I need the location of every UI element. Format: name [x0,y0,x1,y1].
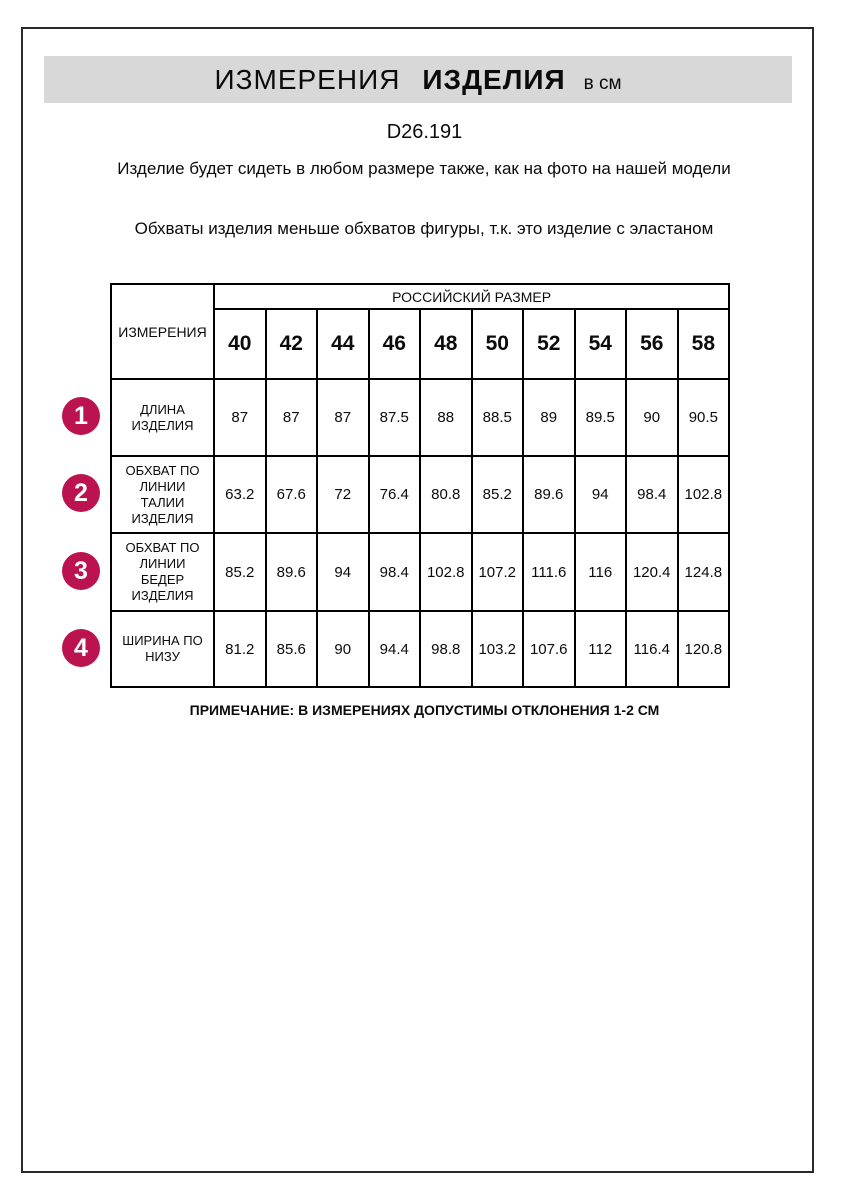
value-cell: 124.8 [678,533,730,611]
value-cell: 102.8 [420,533,472,611]
value-cell: 87.5 [369,379,421,456]
table-corner-label: ИЗМЕРЕНИЯ [111,284,214,379]
title-units: в см [583,72,622,94]
value-cell: 112 [575,611,627,687]
value-cell: 102.8 [678,456,730,533]
size-header: 52 [523,309,575,379]
tolerance-note: ПРИМЕЧАНИЕ: В ИЗМЕРЕНИЯХ ДОПУСТИМЫ ОТКЛОНЕНИЯ 1-2 СМ [189,702,660,718]
value-cell: 85.6 [266,611,318,687]
value-cell: 116.4 [626,611,678,687]
row-label-line: ШИРИНА ПО [122,633,203,648]
article-number: D26.191 [386,121,463,143]
size-header: 58 [678,309,730,379]
row-label-line: ОБХВАТ ПО [125,462,200,478]
value-cell: 80.8 [420,456,472,533]
row-label-line: ОБХВАТ ПО [125,540,200,555]
row-label-line: ТАЛИИ [140,494,185,510]
row-label [111,456,214,533]
value-cell: 81.2 [214,611,266,687]
value-cell: 72 [317,456,369,533]
value-cell: 85.2 [214,533,266,611]
row-label [111,379,214,456]
value-cell: 88 [420,379,472,456]
value-cell: 89.6 [266,533,318,611]
value-cell: 94.4 [369,611,421,687]
title-product: ИЗДЕЛИЯ [422,63,566,95]
value-cell: 111.6 [523,533,575,611]
intro-paragraph-fit: Изделие будет сидеть в любом размере также, как на фото на нашей модели [117,159,731,178]
value-cell: 88.5 [472,379,524,456]
row-number-badge-4: 4 [62,629,100,667]
size-table [110,283,730,688]
size-header: 42 [266,309,318,379]
value-cell: 67.6 [266,456,318,533]
title-band [44,56,792,103]
size-header: 48 [420,309,472,379]
row-label-line: НИЗУ [145,649,180,664]
row-label [111,533,214,611]
value-cell: 90 [317,611,369,687]
value-cell: 63.2 [214,456,266,533]
row-label-line: ИЗДЕЛИЯ [131,588,194,603]
size-header: 56 [626,309,678,379]
row-label-line: ЛИНИИ [139,556,186,571]
value-cell: 89.6 [523,456,575,533]
value-cell: 98.4 [369,533,421,611]
value-cell: 87 [317,379,369,456]
size-header: 44 [317,309,369,379]
row-number-badge-3: 3 [62,552,100,590]
value-cell: 76.4 [369,456,421,533]
value-cell: 120.8 [678,611,730,687]
table-row-hips [111,533,729,611]
value-cell: 87 [214,379,266,456]
value-cell: 94 [575,456,627,533]
intro-paragraph-elastane: Обхваты изделия меньше обхватов фигуры, т.к. это изделие с эластаном [134,219,714,238]
value-cell: 89.5 [575,379,627,456]
value-cell: 94 [317,533,369,611]
value-cell: 103.2 [472,611,524,687]
value-cell: 120.4 [626,533,678,611]
table-row-waist [111,456,729,533]
value-cell: 107.2 [472,533,524,611]
value-cell: 89 [523,379,575,456]
row-label-line: ДЛИНА [140,401,185,417]
value-cell: 116 [575,533,627,611]
row-label [111,611,214,687]
title-measurements: ИЗМЕРЕНИЯ [214,63,401,95]
size-header: 54 [575,309,627,379]
value-cell: 90 [626,379,678,456]
value-cell: 98.8 [420,611,472,687]
page-title [214,64,621,96]
table-row-length [111,379,729,456]
size-header: 46 [369,309,421,379]
value-cell: 90.5 [678,379,730,456]
row-label-line: ИЗДЕЛИЯ [131,510,194,526]
table-row-bottom-width [111,611,729,687]
size-header: 40 [214,309,266,379]
value-cell: 98.4 [626,456,678,533]
value-cell: 87 [266,379,318,456]
row-label-line: ИЗДЕЛИЯ [131,417,194,433]
value-cell: 107.6 [523,611,575,687]
row-number-badge-2: 2 [62,474,100,512]
value-cell: 85.2 [472,456,524,533]
row-number-badge-1: 1 [62,397,100,435]
size-header: 50 [472,309,524,379]
row-label-line: ЛИНИИ [139,478,186,494]
row-label-line: БЕДЕР [140,572,185,587]
table-group-header: РОССИЙСКИЙ РАЗМЕР [214,284,729,309]
